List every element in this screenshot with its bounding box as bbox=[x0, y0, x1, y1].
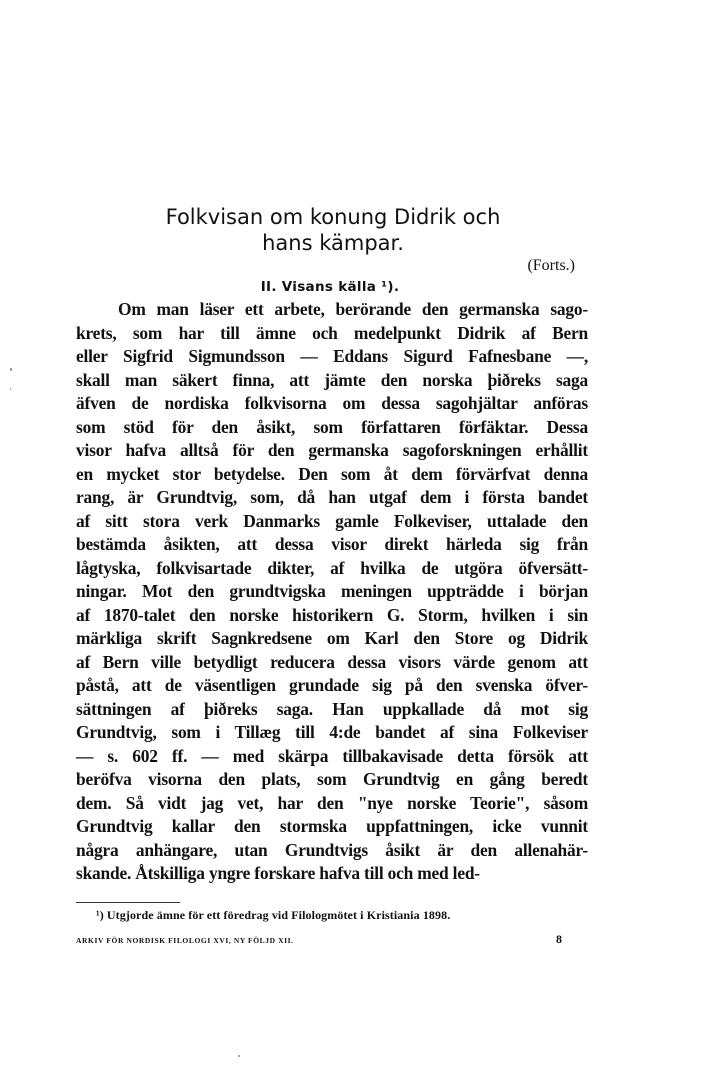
body-line: sättningen af þiðreks saga. Han uppkallade då mot sig bbox=[76, 698, 588, 719]
body-line: visor hafva alltså för den germanska sagoforskningen erhållit bbox=[76, 440, 588, 460]
body-line: — s. 602 ff. — med skärpa tillbakavisade detta försök att bbox=[76, 745, 588, 766]
body-line: lågtyska, folkvisartade dikter, af hvilka de utgöra öfversätt- bbox=[76, 557, 588, 578]
body-line: märkliga skrift Sagnkredsene om Karl den Store og Didrik bbox=[76, 628, 588, 648]
body-line: af 1870-talet den norske historikern G. Storm, hvilken i sin bbox=[76, 604, 588, 625]
body-line: ningar. Mot den grundtvigska meningen uppträdde i början bbox=[76, 581, 588, 601]
paper-speck bbox=[238, 1055, 240, 1057]
footnote: ¹) Utgjorde ämne för ett föredrag vid Filologmötet i Kristiania 1898. bbox=[96, 908, 451, 922]
body-line: Om man läser ett arbete, berörande den germanska sago- bbox=[118, 299, 588, 319]
body-line: Grundtvig, som i Tillæg till 4:de bandet af sina Folkeviser bbox=[76, 722, 588, 742]
body-line: beröfva visorna den plats, som Grundtvig en gång beredt bbox=[76, 769, 588, 789]
body-line: skall man säkert finna, att jämte den norska þiðreks saga bbox=[76, 369, 588, 390]
body-line: dem. Så vidt jag vet, har den "nye norske Teorie", såsom bbox=[76, 792, 588, 813]
body-line: skande. Åtskilliga yngre forskare hafva till och med led- bbox=[76, 863, 480, 883]
body-line: rang, är Grundtvig, som, då han utgaf dem i första bandet bbox=[76, 487, 588, 507]
body-line: krets, som har till ämne och medelpunkt Didrik af Bern bbox=[76, 322, 588, 343]
paper-speck bbox=[10, 388, 11, 390]
body-line: påstå, att de väsentligen grundade sig på den svenska öfver- bbox=[76, 675, 588, 695]
body-line: som stöd för den åsikt, som författaren förfäktar. Dessa bbox=[76, 416, 588, 437]
journal-signature: ARKIV FÖR NORDISK FILOLOGI XVI, NY FÖLJD XII. bbox=[76, 936, 294, 945]
body-line: äfven de nordiska folkvisorna om dessa sagohjältar anföras bbox=[76, 393, 588, 413]
section-heading: II. Visans källa ¹). bbox=[260, 279, 400, 295]
body-line: eller Sigfrid Sigmundsson — Eddans Sigurd Fafnesbane —, bbox=[76, 346, 588, 366]
article-title bbox=[78, 204, 588, 256]
paper-speck bbox=[10, 368, 12, 371]
body-line: några anhängare, utan Grundtvigs åsikt är den allenahär- bbox=[76, 839, 588, 860]
footnote-rule bbox=[76, 902, 180, 903]
title-line-1: Folkvisan om konung Didrik och bbox=[165, 205, 501, 229]
body-line: en mycket stor betydelse. Den som åt dem förvärfvat denna bbox=[76, 463, 588, 484]
body-line: af sitt stora verk Danmarks gamle Folkeviser, uttalade den bbox=[76, 510, 588, 531]
body-line: af Bern ville betydligt reducera dessa visors värde genom att bbox=[76, 651, 588, 672]
body-text bbox=[76, 298, 588, 886]
page-signature bbox=[76, 932, 588, 947]
continued-label: (Forts.) bbox=[527, 257, 575, 274]
gathering-number: 8 bbox=[556, 932, 562, 946]
body-line: Grundtvig kallar den stormska uppfattningen, icke vunnit bbox=[76, 816, 588, 836]
body-line: bestämda åsikten, att dessa visor direkt härleda sig från bbox=[76, 534, 588, 554]
title-line-2: hans kämpar. bbox=[262, 231, 404, 255]
